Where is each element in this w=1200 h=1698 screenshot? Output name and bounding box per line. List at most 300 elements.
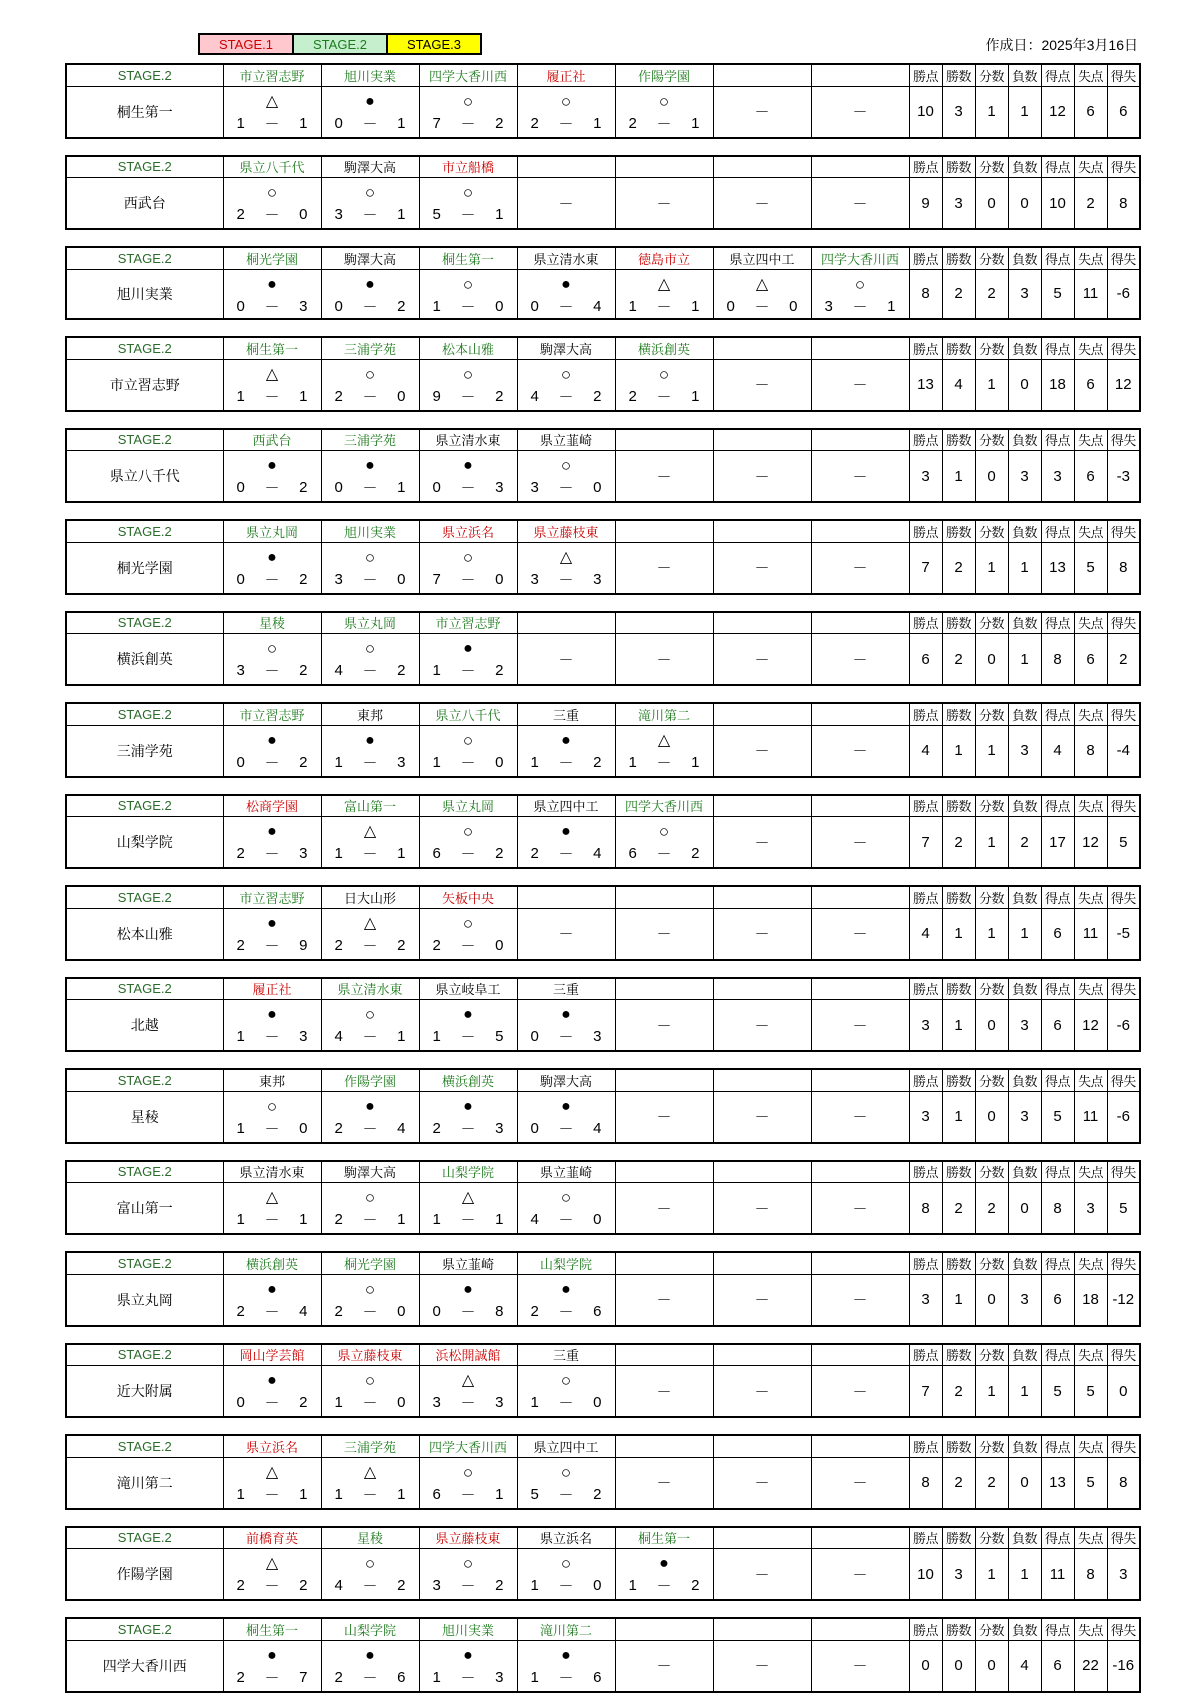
team-result-block	[65, 1251, 1141, 1327]
stat-header: 負数	[1008, 156, 1041, 178]
stat-header: 勝点	[909, 64, 942, 86]
stat-header: 得失	[1107, 1618, 1140, 1640]
score-home: 6	[432, 1485, 441, 1503]
result-symbol: ●	[267, 1280, 277, 1298]
match-score	[420, 1483, 517, 1506]
score-away: 1	[299, 114, 308, 132]
result-symbol: ○	[462, 547, 474, 567]
match-result-cell	[419, 1640, 517, 1692]
no-match-dash: －	[852, 651, 868, 669]
team-name: 北越	[66, 1000, 223, 1052]
match-result-cell	[811, 86, 909, 138]
opponent-header: 三重	[517, 1344, 615, 1366]
score-home: 1	[432, 1028, 441, 1045]
stage-label: STAGE.2	[66, 795, 223, 817]
score-home: 0	[530, 297, 539, 315]
opponent-header-empty	[713, 1527, 811, 1549]
score-home: 2	[628, 114, 637, 132]
score-separator: －	[362, 571, 378, 589]
match-result-cell	[419, 634, 517, 686]
stat-header: 勝点	[909, 1252, 942, 1274]
score-separator: －	[558, 388, 574, 406]
match-result-cell	[321, 1457, 419, 1509]
score-home: 3	[334, 570, 343, 588]
match-result-cell	[321, 178, 419, 230]
stat-value: 1	[975, 908, 1008, 960]
stat-value: 12	[1107, 359, 1140, 411]
block-header-row	[66, 247, 1140, 269]
score-separator: －	[460, 298, 476, 316]
match-result-cell	[811, 1091, 909, 1143]
score-home: 0	[530, 1119, 539, 1137]
block-header-row	[66, 1069, 1140, 1091]
opponent-header-empty	[713, 1618, 811, 1640]
stat-value: 0	[942, 1640, 975, 1692]
block-header-row	[66, 1527, 1140, 1549]
no-match-dash: －	[852, 1017, 868, 1035]
stat-header: 得点	[1041, 795, 1074, 817]
score-home: 1	[334, 845, 343, 862]
stat-value: 2	[942, 1366, 975, 1418]
match-score	[322, 842, 419, 865]
match-result-cell	[811, 1549, 909, 1601]
result-symbol: △	[559, 548, 573, 566]
stat-value: 1	[942, 725, 975, 777]
team-name: 市立習志野	[66, 359, 223, 411]
score-home: 3	[432, 1394, 441, 1411]
result-symbol: ●	[267, 457, 277, 474]
block-header-row	[66, 1618, 1140, 1640]
result-symbol: ●	[267, 1006, 277, 1023]
stage-label: STAGE.2	[66, 520, 223, 542]
score-home: 1	[334, 753, 343, 771]
no-match-dash: －	[852, 1292, 868, 1309]
block-data-row	[66, 1366, 1140, 1418]
opponent-header-empty	[811, 1618, 909, 1640]
score-separator: －	[264, 115, 280, 133]
no-match-dash: －	[852, 834, 868, 852]
match-result-cell	[321, 1183, 419, 1235]
score-separator: －	[264, 937, 280, 955]
stat-header: 負数	[1008, 978, 1041, 1000]
result-symbol: ○	[364, 1554, 376, 1573]
score-away: 2	[299, 1577, 308, 1594]
stat-value: 3	[1008, 1000, 1041, 1052]
opponent-header: 県立浜名	[419, 520, 517, 542]
match-score	[224, 1117, 321, 1140]
score-home: 1	[628, 297, 637, 315]
score-home: 1	[432, 1211, 441, 1228]
match-result-cell	[223, 1457, 321, 1509]
score-away: 2	[495, 387, 504, 405]
score-away: 2	[397, 936, 406, 954]
opponent-header-empty	[713, 886, 811, 908]
score-away: 8	[495, 1302, 504, 1320]
stat-header: 失点	[1074, 429, 1107, 451]
stat-value: 22	[1074, 1640, 1107, 1692]
stat-value: 0	[1008, 1183, 1041, 1235]
score-away: 1	[397, 479, 406, 496]
stat-header: 失点	[1074, 1252, 1107, 1274]
match-result-cell	[517, 817, 615, 869]
stat-value: 2	[942, 634, 975, 686]
score-away: 4	[593, 845, 602, 862]
score-home: 2	[334, 387, 343, 405]
team-result-block	[65, 1160, 1141, 1236]
score-separator: －	[558, 1669, 574, 1687]
stat-header: 失点	[1074, 64, 1107, 86]
stat-header: 負数	[1008, 612, 1041, 634]
opponent-header: 横浜創英	[419, 1069, 517, 1091]
stat-header: 失点	[1074, 978, 1107, 1000]
stat-header: 分数	[975, 703, 1008, 725]
opponent-header: 県立四中工	[517, 795, 615, 817]
score-home: 6	[628, 845, 637, 862]
stat-header: 失点	[1074, 1618, 1107, 1640]
score-separator: －	[264, 1486, 280, 1504]
opponent-header: 桐生第一	[419, 247, 517, 269]
team-result-block	[65, 63, 1141, 139]
result-symbol: ○	[560, 1371, 572, 1390]
score-separator: －	[264, 480, 280, 497]
block-header-row	[66, 1344, 1140, 1366]
stat-header: 勝数	[942, 612, 975, 634]
score-home: 2	[334, 936, 343, 954]
block-data-row	[66, 542, 1140, 594]
stage-legend	[198, 33, 480, 55]
match-result-cell	[321, 86, 419, 138]
opponent-header: 市立船橋	[419, 156, 517, 178]
match-result-cell	[811, 634, 909, 686]
match-result-cell	[615, 1000, 713, 1052]
result-symbol: ○	[364, 639, 376, 658]
score-home: 2	[530, 845, 539, 862]
opponent-header: 三重	[517, 703, 615, 725]
opponent-header: 横浜創英	[223, 1252, 321, 1274]
match-result-cell	[811, 1274, 909, 1326]
opponent-header-empty	[811, 156, 909, 178]
match-score	[224, 659, 321, 682]
block-data-row	[66, 451, 1140, 503]
score-home: 1	[432, 753, 441, 771]
result-symbol: ○	[364, 1279, 376, 1299]
score-home: 0	[236, 753, 245, 771]
score-separator: －	[656, 846, 672, 863]
score-separator: －	[362, 207, 378, 224]
no-match-dash: －	[656, 651, 672, 669]
stat-header: 得失	[1107, 612, 1140, 634]
stat-value: -6	[1107, 1000, 1140, 1052]
stat-value: 1	[975, 817, 1008, 869]
stat-value: 6	[1074, 634, 1107, 686]
stat-header: 勝点	[909, 612, 942, 634]
score-home: 0	[334, 114, 343, 132]
stat-value: 6	[909, 634, 942, 686]
opponent-header: 横浜創英	[615, 337, 713, 359]
result-symbol: ●	[267, 1646, 277, 1664]
result-symbol: ○	[462, 913, 474, 933]
stat-value: 12	[1041, 86, 1074, 138]
opponent-header: 浜松開誠館	[419, 1344, 517, 1366]
no-match-dash: －	[754, 1200, 770, 1218]
score-separator: －	[656, 115, 672, 133]
result-symbol: ○	[266, 639, 278, 658]
stat-header: 得失	[1107, 247, 1140, 269]
block-header-row	[66, 612, 1140, 634]
opponent-header: 山梨学院	[321, 1618, 419, 1640]
match-score	[420, 203, 517, 226]
creation-date: 作成日：2025年3月16日	[985, 37, 1138, 53]
stat-header: 負数	[1008, 1618, 1041, 1640]
stat-value: 1	[1008, 1366, 1041, 1418]
result-symbol: ●	[267, 1372, 277, 1389]
team-name: 滝川第二	[66, 1457, 223, 1509]
score-separator: －	[264, 754, 280, 772]
stat-header: 失点	[1074, 337, 1107, 359]
stat-value: 8	[1041, 634, 1074, 686]
stat-header: 分数	[975, 1252, 1008, 1274]
match-result-cell	[517, 269, 615, 319]
team-name: 星稜	[66, 1091, 223, 1143]
stage-label: STAGE.2	[66, 429, 223, 451]
score-separator: －	[264, 1212, 280, 1229]
match-score	[518, 1117, 615, 1140]
match-score	[518, 842, 615, 865]
score-away: 0	[397, 1302, 406, 1320]
match-result-cell	[713, 1366, 811, 1418]
opponent-header-empty	[713, 1161, 811, 1183]
score-separator: －	[460, 1120, 476, 1138]
match-result-cell	[419, 908, 517, 960]
score-away: 7	[299, 1668, 308, 1686]
block-data-row	[66, 1457, 1140, 1509]
stat-header: 負数	[1008, 1344, 1041, 1366]
result-symbol: ○	[364, 547, 376, 567]
opponent-header: 富山第一	[321, 795, 419, 817]
score-away: 3	[299, 297, 308, 315]
stat-header: 得点	[1041, 1618, 1074, 1640]
legend-stage-2: STAGE.2	[292, 33, 388, 55]
stat-value: 10	[909, 1549, 942, 1601]
stat-header: 分数	[975, 64, 1008, 86]
opponent-header: 桐光学園	[223, 247, 321, 269]
opponent-header: 県立浜名	[223, 1435, 321, 1457]
opponent-header: 東邦	[223, 1069, 321, 1091]
stat-value: 8	[1107, 542, 1140, 594]
team-name: 松本山雅	[66, 908, 223, 960]
score-separator: －	[362, 1303, 378, 1321]
score-away: 3	[299, 1028, 308, 1045]
score-away: 0	[299, 1119, 308, 1137]
stat-header: 分数	[975, 1161, 1008, 1183]
opponent-header: 東邦	[321, 703, 419, 725]
stat-header: 負数	[1008, 1161, 1041, 1183]
match-result-cell	[419, 1183, 517, 1235]
match-result-cell	[419, 86, 517, 138]
result-symbol: ○	[364, 364, 376, 384]
match-score	[224, 568, 321, 591]
stat-header: 得点	[1041, 156, 1074, 178]
match-score	[322, 203, 419, 226]
match-score	[616, 385, 713, 408]
match-score	[518, 1208, 615, 1231]
match-score	[518, 1025, 615, 1048]
opponent-header: 履正社	[517, 64, 615, 86]
stat-header: 勝数	[942, 703, 975, 725]
opponent-header-empty	[615, 156, 713, 178]
no-match-dash: －	[656, 195, 672, 213]
stat-header: 失点	[1074, 156, 1107, 178]
stat-value: 1	[1008, 908, 1041, 960]
opponent-header: 県立藤枝東	[517, 520, 615, 542]
stage-label: STAGE.2	[66, 337, 223, 359]
score-away: 4	[593, 1119, 602, 1137]
stat-value: 3	[909, 1274, 942, 1326]
stat-value: 2	[975, 1183, 1008, 1235]
result-symbol: △	[363, 1463, 377, 1481]
block-data-row	[66, 1274, 1140, 1326]
match-result-cell	[223, 1183, 321, 1235]
team-result-block	[65, 155, 1141, 231]
score-away: 1	[593, 114, 602, 132]
stat-value: 3	[909, 1000, 942, 1052]
score-separator: －	[656, 298, 672, 316]
opponent-header: 星稜	[223, 612, 321, 634]
opponent-header-empty	[811, 1161, 909, 1183]
stat-header: 勝数	[942, 64, 975, 86]
match-score	[224, 842, 321, 865]
score-home: 4	[530, 1211, 539, 1228]
stat-header: 負数	[1008, 1069, 1041, 1091]
stat-header: 得失	[1107, 1069, 1140, 1091]
team-name: 桐光学園	[66, 542, 223, 594]
score-separator: －	[460, 846, 476, 863]
stat-header: 分数	[975, 156, 1008, 178]
match-score	[518, 1391, 615, 1414]
stat-header: 得点	[1041, 703, 1074, 725]
stat-header: 負数	[1008, 1252, 1041, 1274]
score-away: 0	[299, 206, 308, 223]
match-result-cell	[419, 542, 517, 594]
score-separator: －	[264, 571, 280, 589]
match-result-cell	[615, 86, 713, 138]
result-symbol: ○	[462, 730, 474, 750]
score-separator: －	[264, 1120, 280, 1138]
stat-header: 得点	[1041, 1252, 1074, 1274]
stat-value: 1	[975, 1549, 1008, 1601]
match-score	[322, 1574, 419, 1597]
match-score	[420, 476, 517, 499]
stat-value: 10	[909, 86, 942, 138]
stat-value: 0	[975, 634, 1008, 686]
opponent-header-empty	[811, 612, 909, 634]
score-home: 2	[432, 936, 441, 954]
score-away: 2	[299, 1394, 308, 1411]
stat-header: 分数	[975, 1344, 1008, 1366]
match-result-cell	[615, 1274, 713, 1326]
score-home: 1	[236, 387, 245, 405]
result-symbol: ○	[266, 183, 278, 202]
block-header-row	[66, 520, 1140, 542]
match-result-cell	[713, 1091, 811, 1143]
score-home: 0	[334, 297, 343, 315]
score-home: 0	[530, 1028, 539, 1045]
stage-label: STAGE.2	[66, 1069, 223, 1091]
match-result-cell	[615, 908, 713, 960]
no-match-dash: －	[754, 926, 770, 943]
match-result-cell	[517, 1000, 615, 1052]
stat-value: 3	[1107, 1549, 1140, 1601]
opponent-header: 県立岐阜工	[419, 978, 517, 1000]
team-name: 県立八千代	[66, 451, 223, 503]
score-away: 9	[299, 936, 308, 954]
result-symbol: △	[755, 275, 769, 293]
top-bar	[65, 31, 1138, 55]
stat-value: 1	[975, 725, 1008, 777]
result-symbol: ●	[561, 823, 571, 840]
stat-value: -12	[1107, 1274, 1140, 1326]
match-result-cell	[713, 908, 811, 960]
result-symbol: ●	[659, 1555, 669, 1572]
score-away: 2	[299, 570, 308, 588]
stat-header: 勝数	[942, 1161, 975, 1183]
score-separator: －	[656, 754, 672, 772]
opponent-header: 市立習志野	[223, 886, 321, 908]
block-data-row	[66, 1640, 1140, 1692]
match-result-cell	[419, 1366, 517, 1418]
result-symbol: △	[265, 365, 279, 383]
stage-label: STAGE.2	[66, 978, 223, 1000]
score-away: 1	[495, 1485, 504, 1503]
match-result-cell	[713, 634, 811, 686]
block-data-row	[66, 1549, 1140, 1601]
opponent-header-empty	[615, 978, 713, 1000]
stat-header: 勝数	[942, 1252, 975, 1274]
no-match-dash: －	[754, 834, 770, 852]
score-home: 1	[530, 753, 539, 771]
score-separator: －	[460, 754, 476, 772]
score-away: 3	[593, 570, 602, 588]
score-away: 4	[299, 1302, 308, 1320]
stage-label: STAGE.2	[66, 1161, 223, 1183]
no-match-dash: －	[852, 104, 868, 121]
stat-value: -6	[1107, 269, 1140, 319]
score-home: 2	[334, 1302, 343, 1320]
block-header-row	[66, 703, 1140, 725]
match-score	[224, 934, 321, 957]
match-score	[224, 112, 321, 135]
stat-value: 0	[975, 1640, 1008, 1692]
match-result-cell	[811, 269, 909, 319]
opponent-header: 県立丸岡	[419, 795, 517, 817]
opponent-header: 岡山学芸館	[223, 1344, 321, 1366]
stat-value: 3	[942, 1549, 975, 1601]
stat-header: 分数	[975, 1527, 1008, 1549]
match-score	[616, 1574, 713, 1597]
result-symbol: ●	[365, 731, 375, 749]
stat-value: 2	[1008, 817, 1041, 869]
block-header-row	[66, 1435, 1140, 1457]
stat-value: 1	[942, 1000, 975, 1052]
match-score	[224, 476, 321, 499]
match-score	[322, 751, 419, 774]
match-score	[322, 1208, 419, 1231]
match-score	[616, 751, 713, 774]
match-result-cell	[713, 86, 811, 138]
score-separator: －	[460, 1669, 476, 1687]
match-result-cell	[517, 178, 615, 230]
stat-value: 0	[909, 1640, 942, 1692]
